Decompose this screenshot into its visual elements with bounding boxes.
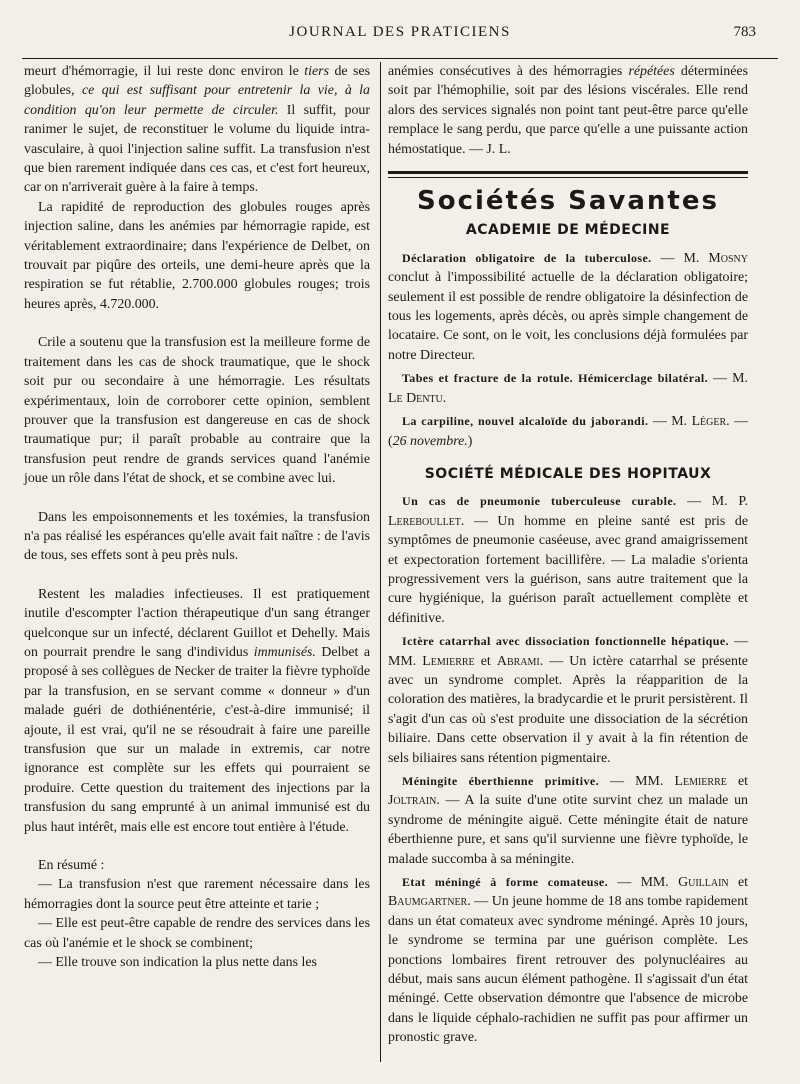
summary-item: — Elle est peut-être capable de rendre des services dans les cas où l'anémie et le shock se combinent;: [24, 916, 370, 951]
text-run: — M.: [708, 371, 748, 387]
section-title: Sociétés Savantes: [417, 186, 719, 217]
society-heading: ACADEMIE DE MÉDECINE: [465, 222, 671, 239]
author-name: Lereboullet: [388, 513, 461, 529]
paragraph: La rapidité de reproduction des globules rouges après injection saline, dans les anémies par hémorragie rapide, est véritablement extraordinaire; dans l'expérience de Delbet, on trouvait par piqûre des orteils, une demi-heure après que la respiration se fut rétablie, 2.700.000 globules rouges; trois heures après, 4.720.000.: [24, 199, 370, 312]
author-name: Lemierre: [674, 774, 727, 789]
author-name: Guillain: [678, 875, 729, 891]
section-rule-thick: [388, 171, 748, 174]
right-column: [388, 62, 748, 1048]
entry-title: Déclaration obligatoire de la tuberculose.: [402, 250, 652, 265]
left-column: [24, 62, 370, 972]
summary-title: En résumé :: [38, 858, 105, 874]
entry-title: Tabes et fracture de la rotule. Hémicerclage bilatéral.: [402, 371, 709, 386]
text-run: — M.: [648, 414, 692, 430]
text-run: Delbet a proposé à ses collègues de Necker de traiter la fièvre typhoïde par la transfusion, en se servant comme « donneur » d'un malade guéri de dothiénentérie, c'est-à-dire immunisé; il ajoute, il est vrai, qu'il ne se résoudrait à faire une pareille transfusion que sur un malade in extremis, car notre ignorance est complète sur les effets qui pourraient se produire. Cette question du traitement des injections par la transfusion du sang emprunté à un animal immunisé est du plus haut intérêt, mais elle est encore tout entière à l'étude.: [24, 644, 371, 835]
text-run: . — A la suite d'une otite survint chez un malade un syndrome de méningite aiguë. Cette méningite était de nature éberthienne pure, et sans qu'il survienne une fièvre typhoïde, le malade succomba à sa méningite.: [388, 793, 748, 867]
column-divider: [380, 62, 381, 1062]
entry-title: La carpiline, nouvel alcaloïde du jaborandi.: [402, 414, 649, 429]
text-run: de ses globules,: [24, 64, 370, 99]
author-name: Lemierre: [422, 653, 475, 669]
page-number: 783: [733, 24, 756, 40]
text-run: Il suffit, pour ranimer le sujet, de reconstituer le volume du liquide intra-vasculaire, à quoi l'injection saline suffit. La transfusion n'est que bien rarement indiquée dans ces cas, et c'est fort heureux, car on n'arriverait guère à la faire à temps.: [24, 102, 370, 196]
paragraph: Dans les empoisonnements et les toxémies, la transfusion n'a pas réalisé les espérances qu'elle avait fait naître : de l'avis de tous, ses effets sont à peu près nuls.: [24, 509, 370, 564]
text-run: .: [442, 390, 447, 406]
text-run: — MM.: [608, 875, 679, 891]
italic-text: immunisés.: [253, 644, 316, 660]
author-name: Joltrain: [388, 793, 437, 809]
report-entry: [388, 632, 748, 768]
text-run: ): [467, 433, 473, 449]
society-heading: SOCIÉTÉ MÉDICALE DES HOPITAUX: [424, 465, 712, 482]
italic-text: ce qui est suffisant pour entretenir la vie, à la condition qu'on leur permette de circuler.: [24, 83, 370, 118]
summary-list: [24, 856, 370, 972]
journal-title: JOURNAL DES PRATICIENS: [289, 24, 511, 40]
paragraph: Crile a soutenu que la transfusion est la meilleure forme de traitement dans les cas de shock traumatique, que le shock soit pur ou secondaire à une hémorragie. Les résultats expérimentaux, loin de corroborer cette opinion, semblent prouver que la transfusion est dangereuse en cas de shock traumatique pur; il paraît probable au contraire que la transfusion peut rendre de grands services quand l'anémie joue un rôle dans l'état de shock, et se combine avec lui.: [24, 335, 370, 487]
paragraph: [24, 585, 370, 837]
text-run: anémies consécutives à des hémorragies: [388, 64, 629, 79]
report-entry: [388, 369, 748, 408]
entry-title: Etat méningé à forme comateuse.: [402, 875, 609, 890]
section-rule-thin: [388, 177, 748, 178]
author-name: Le Dentu: [388, 390, 443, 406]
report-entry: [388, 249, 748, 365]
text-run: conclut à l'impossibilité actuelle de la déclaration obligatoire; seulement il est possible de rendre obligatoire la désinfection de tous les logements, après décès, ou après simple changement de locataire. Ce sont, on le voit, les conclusions déjà formulées par notre Directeur.: [388, 270, 748, 363]
text-run: Restent les maladies infectieuses. Il est pratiquement inutile d'escompter l'action thérapeutique d'un sang étranger quelconque sur un infecté, déclarent Guillot et Dehelly. Mais on pourrait prendre le sang d'individus: [24, 586, 370, 660]
report-entry: [388, 492, 748, 628]
text-run: et: [728, 875, 748, 891]
paragraph: [24, 62, 370, 198]
text-run: et: [474, 653, 497, 669]
author-name: Abrami: [496, 653, 540, 669]
italic-text: tiers: [304, 64, 329, 79]
report-entry: [388, 772, 748, 869]
entry-title: Un cas de pneumonie tuberculeuse curable.: [402, 494, 677, 509]
header-rule: [22, 58, 778, 59]
entry-title: Méningite éberthienne primitive.: [402, 774, 600, 788]
text-run: — MM.: [388, 634, 748, 669]
summary-item: — La transfusion n'est que rarement nécessaire dans les hémorragies dont la source peut être atteinte et tarie ;: [24, 877, 370, 912]
text-run: . — (: [388, 414, 749, 449]
paragraph: [388, 62, 748, 159]
text-run: . — Un homme en pleine santé est pris de symptômes de pneumonie caséeuse, avec grand amaigrissement et expectoration fortement bacillifère. — La maladie s'orienta progressivement vers la guérison, sans autre traitement que la cure hygiénique, la guérison paraît actuellement complète et définitive.: [388, 513, 748, 626]
text-run: — M.: [651, 250, 709, 266]
summary-item: — Elle trouve son indication la plus nette dans les: [38, 955, 317, 971]
report-entry: [388, 873, 748, 1048]
text-run: — MM.: [599, 774, 675, 789]
entry-title: Ictère catarrhal avec dissociation fonctionnelle hépatique.: [402, 634, 729, 649]
author-name: Mosny: [708, 250, 748, 266]
text-run: . — Un ictère catarrhal se présente avec un syndrome complet. Après la réapparition de la coloration des matières, la bradycardie et le prurit persistèrent. Il s'agit d'un cas où s'est produite une dissociation de la sécrétion biliaire. Dans cette observation il y avait à la fin rétention de sels biliaires sans rétention pigmentaire.: [388, 653, 748, 766]
text-run: et: [726, 774, 748, 789]
page-header: [0, 18, 800, 48]
italic-text: 26 novembre.: [392, 433, 468, 449]
text-run: . — Un jeune homme de 18 ans tombe rapidement dans un état comateux avec syndrome méningé. Après 10 jours, le syndrome se termina par une guérison complète. Les ponctions lombaires firent retrouver des polynucléaires au début, mais sans aucun élément pathogène. Il s'agissait d'un état méningé. Cette observation démontre que l'absence de microbe dans le liquide céphalo-rachidien ne suffit pas pour affirmer un pronostic grave.: [388, 894, 748, 1046]
italic-text: répétées: [628, 64, 675, 79]
author-name: Léger: [691, 414, 727, 430]
author-name: Baumgartner: [388, 894, 468, 910]
text-run: déterminées soit par l'hémophilie, soit par des lésions viscérales. Elle rend alors des services signalés non point tant peut-être parce qu'elle remplace le sang perdu, que parce qu'elle a une puissante action hémostatique. — J. L.: [388, 64, 748, 157]
report-entry: [388, 412, 748, 451]
text-run: — M. P.: [676, 494, 748, 510]
text-run: meurt d'hémorragie, il lui reste donc environ le: [24, 64, 305, 79]
